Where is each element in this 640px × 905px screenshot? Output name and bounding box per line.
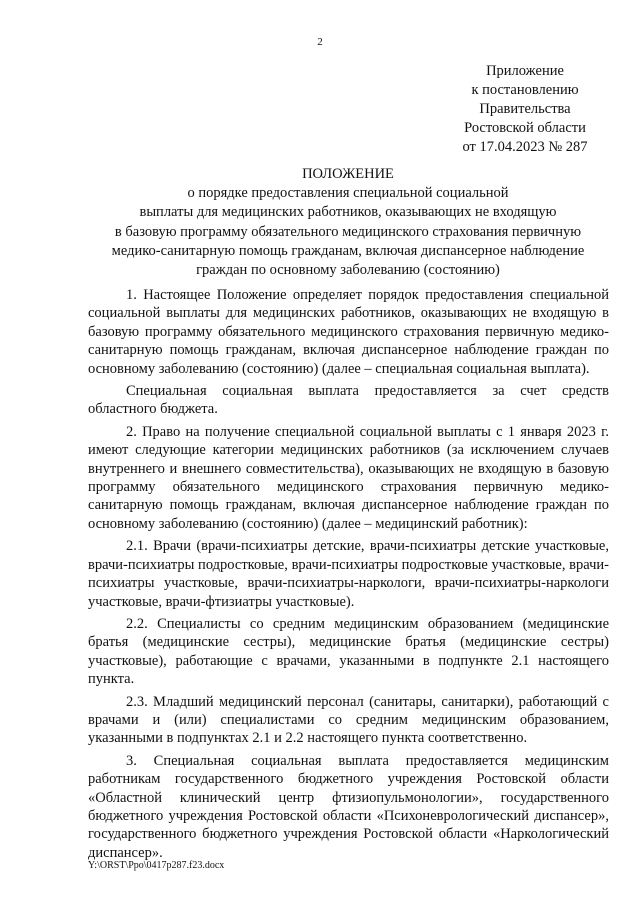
annex-line: к постановлению xyxy=(471,82,579,98)
annex-line: Правительства xyxy=(479,101,571,117)
paragraph-2: 2. Право на получение специальной социальной выплаты с 1 января 2023 г. имеют следующие категории медицинских работников (за исключением случаев внутреннего и внешнего совместительства), оказывающих не входящую в базовую программу обязательного медицинского страхования первичную медико-санитарную помощь гражданам, включая диспансерное наблюдение граждан по основному заболеванию (состоянию) (далее – медицинский работник): xyxy=(88,423,609,532)
document-title xyxy=(88,165,608,280)
paragraph-2-1: 2.1. Врачи (врачи-психиатры детские, врачи-психиатры детские участковые, врачи-психиатры подростковые, врачи-психиатры подростковые участковые, врачи-психиатры участковые, врачи-психиатры-наркологи, врачи-психиатры-наркологи участковые, врачи-фтизиатры участковые). xyxy=(88,538,609,610)
title-line: о порядке предоставления специальной социальной xyxy=(187,185,509,202)
annex-line: Ростовской области xyxy=(464,120,586,136)
title-line: медико-санитарную помощь гражданам, включая диспансерное наблюдение xyxy=(111,242,585,259)
annex-line: от 17.04.2023 № 287 xyxy=(462,139,588,155)
document-body xyxy=(88,286,609,866)
file-path-footer: Y:\ORST\Ppo\0417p287.f23.docx xyxy=(88,860,225,871)
title-line: выплаты для медицинских работников, оказывающих не входящую xyxy=(139,204,557,221)
title-heading: ПОЛОЖЕНИЕ xyxy=(302,166,394,182)
page-number: 2 xyxy=(317,36,323,48)
paragraph-2-2: 2.2. Специалисты со средним медицинским образованием (медицинские братья (медицинские сестры), медицинские братья (медицинские сестры) участковые), работающие с врачами, указанными в подпункте 2.1 настоящего пункта. xyxy=(88,615,609,688)
paragraph-1-funding: Специальная социальная выплата предоставляется за счет средств областного бюджета. xyxy=(88,383,609,418)
annex-line: Приложение xyxy=(486,63,564,79)
title-line: граждан по основному заболеванию (состоянию) xyxy=(196,262,500,279)
paragraph-2-3: 2.3. Младший медицинский персонал (санитары, санитарки), работающий с врачами и (или) специалистами со средним медицинским образованием, указанными в подпунктах 2.1 и 2.2 настоящего пункта соответственно. xyxy=(88,693,609,747)
annex-block xyxy=(450,62,600,157)
title-line: в базовую программу обязательного медицинского страхования первичную xyxy=(114,223,582,240)
paragraph-3: 3. Специальная социальная выплата предоставляется медицинским работникам государственного бюджетного учреждения Ростовской области «Областной клинический центр фтизиопульмонологии», государственного бюджетного учреждения Ростовской области «Психоневрологический диспансер», государственного бюджетного учреждения Ростовской области «Наркологический диспансер». xyxy=(88,752,609,861)
paragraph-1: 1. Настоящее Положение определяет порядок предоставления специальной социальной выплаты для медицинских работников, оказывающих не входящую в базовую программу обязательного медицинского страхования первичную медико-санитарную помощь гражданам, включая диспансерное наблюдение граждан по основному заболеванию (состоянию) (далее – специальная социальная выплата). xyxy=(88,287,609,377)
